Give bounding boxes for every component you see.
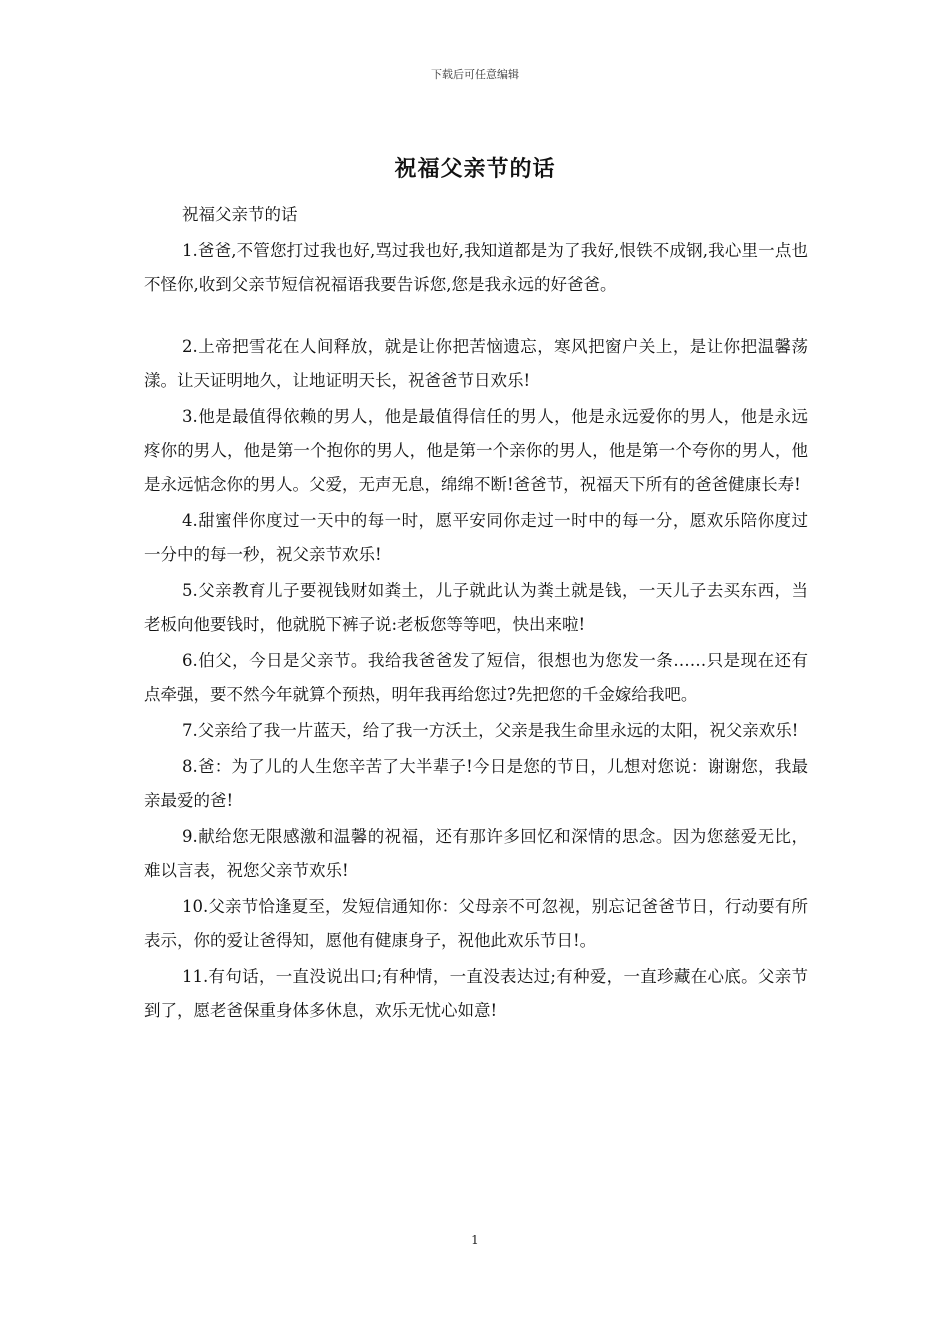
document-subtitle: 祝福父亲节的话 [182,205,298,224]
paragraph-11: 11.有句话，一直没说出口;有种情，一直没表达过;有种爱，一直珍藏在心底。父亲节到了，愿老爸保重身体多休息，欢乐无忧心如意! [144,967,808,1020]
paragraph-2: 2.上帝把雪花在人间释放，就是让你把苦恼遗忘，寒风把窗户关上，是让你把温馨荡漾。让天证明地久，让地证明天长，祝爸爸节日欢乐! [144,337,808,390]
paragraph-7: 7.父亲给了我一片蓝天，给了我一方沃土，父亲是我生命里永远的太阳，祝父亲欢乐! [182,721,799,740]
paragraph-10: 10.父亲节恰逢夏至，发短信通知你：父母亲不可忽视，别忘记爸爸节日，行动要有所表示，你的爱让爸得知，愿他有健康身子，祝他此欢乐节日!。 [144,897,808,950]
paragraph-3: 3.他是最值得依赖的男人，他是最值得信任的男人，他是永远爱你的男人，他是永远疼你的男人，他是第一个抱你的男人，他是第一个亲你的男人，他是第一个夸你的男人，他是永远惦念你的男人。父爱，无声无息，绵绵不断!爸爸节，祝福天下所有的爸爸健康长寿! [144,407,808,494]
page-number: 1 [471,1233,479,1247]
document-title: 祝福父亲节的话 [394,156,556,182]
paragraph-8: 8.爸：为了儿的人生您辛苦了大半辈子!今日是您的节日，儿想对您说：谢谢您，我最亲最爱的爸! [144,757,808,810]
document-body [144,198,808,1028]
paragraph-9: 9.献给您无限感激和温馨的祝福，还有那许多回忆和深情的思念。因为您慈爱无比，难以言表，祝您父亲节欢乐! [144,827,808,880]
paragraph-6: 6.伯父，今日是父亲节。我给我爸爸发了短信，很想也为您发一条……只是现在还有点牵强，要不然今年就算个预热，明年我再给您过?先把您的千金嫁给我吧。 [144,651,808,704]
paragraph-1: 1.爸爸,不管您打过我也好,骂过我也好,我知道都是为了我好,恨铁不成钢,我心里一点也不怪你,收到父亲节短信祝福语我要告诉您,您是我永远的好爸爸。 [144,241,808,294]
page-header: 下载后可任意编辑 [431,68,519,81]
paragraph-4: 4.甜蜜伴你度过一天中的每一时，愿平安同你走过一时中的每一分，愿欢乐陪你度过一分中的每一秒，祝父亲节欢乐! [144,511,808,564]
paragraph-5: 5.父亲教育儿子要视钱财如粪土，儿子就此认为粪土就是钱，一天儿子去买东西，当老板向他要钱时，他就脱下裤子说:老板您等等吧，快出来啦! [144,581,808,634]
